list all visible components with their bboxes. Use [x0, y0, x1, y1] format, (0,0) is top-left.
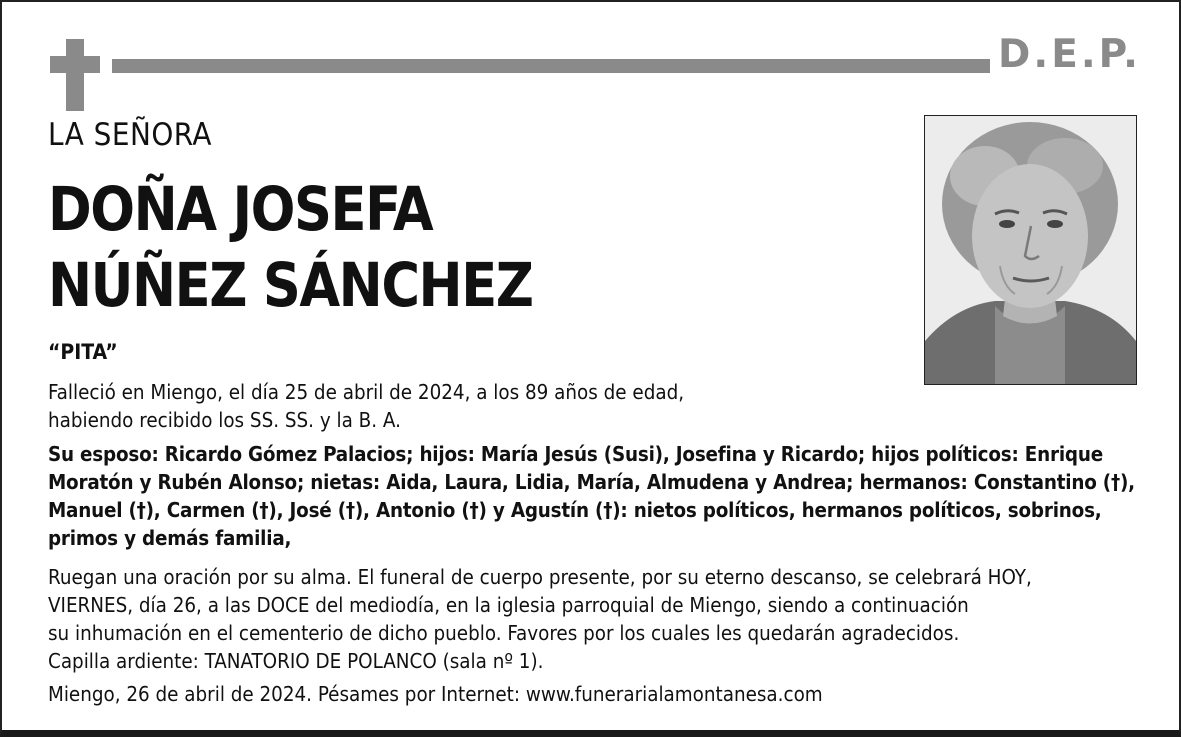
nickname: “PITA”: [48, 340, 118, 364]
latin-cross-icon: [50, 39, 100, 111]
family-line: primos y demás familia,: [48, 526, 292, 550]
name-line-2: NÚÑEZ SÁNCHEZ: [48, 250, 533, 321]
header-rule: [112, 59, 990, 73]
footer-line: Miengo, 26 de abril de 2024. Pésames por Internet: www.funerarialamontanesa.com: [48, 682, 823, 706]
funeral-paragraph: [48, 563, 1032, 675]
family-line: Manuel (†), Carmen (†), José (†), Antonio (†) y Agustín (†): nietos políticos, hermanos políticos, sobrinos,: [48, 498, 1102, 522]
death-notice-line: habiendo recibido los SS. SS. y la B. A.: [48, 408, 401, 432]
name-line-1: DOÑA JOSEFA: [48, 174, 433, 245]
family-line: Moratón y Rubén Alonso; nietas: Aida, Laura, Lidia, María, Almudena y Andrea; hermanos: Constantino (†),: [48, 470, 1135, 494]
funeral-line: VIERNES, día 26, a las DOCE del mediodía, en la iglesia parroquial de Miengo, siendo a continuación: [48, 593, 969, 617]
deceased-name: [48, 172, 533, 324]
death-notice-line: Falleció en Miengo, el día 25 de abril de 2024, a los 89 años de edad,: [48, 380, 685, 404]
funeral-line: Ruegan una oración por su alma. El funeral de cuerpo presente, por su eterno descanso, se celebrará HOY,: [48, 565, 1032, 589]
funeral-line: su inhumación en el cementerio de dicho pueblo. Favores por los cuales les quedarán agradecidos.: [48, 621, 960, 645]
family-line: Su esposo: Ricardo Gómez Palacios; hijos: María Jesús (Susi), Josefina y Ricardo; hijos políticos: Enrique: [48, 442, 1103, 466]
dep-label: D.E.P.: [998, 32, 1141, 77]
honorific-prefix: LA SEÑORA: [48, 117, 212, 153]
funeral-line: Capilla ardiente: TANATORIO DE POLANCO (sala nº 1).: [48, 649, 544, 673]
death-notice-paragraph: [48, 378, 684, 434]
portrait-photo: [924, 115, 1137, 385]
family-paragraph: [48, 440, 1135, 552]
